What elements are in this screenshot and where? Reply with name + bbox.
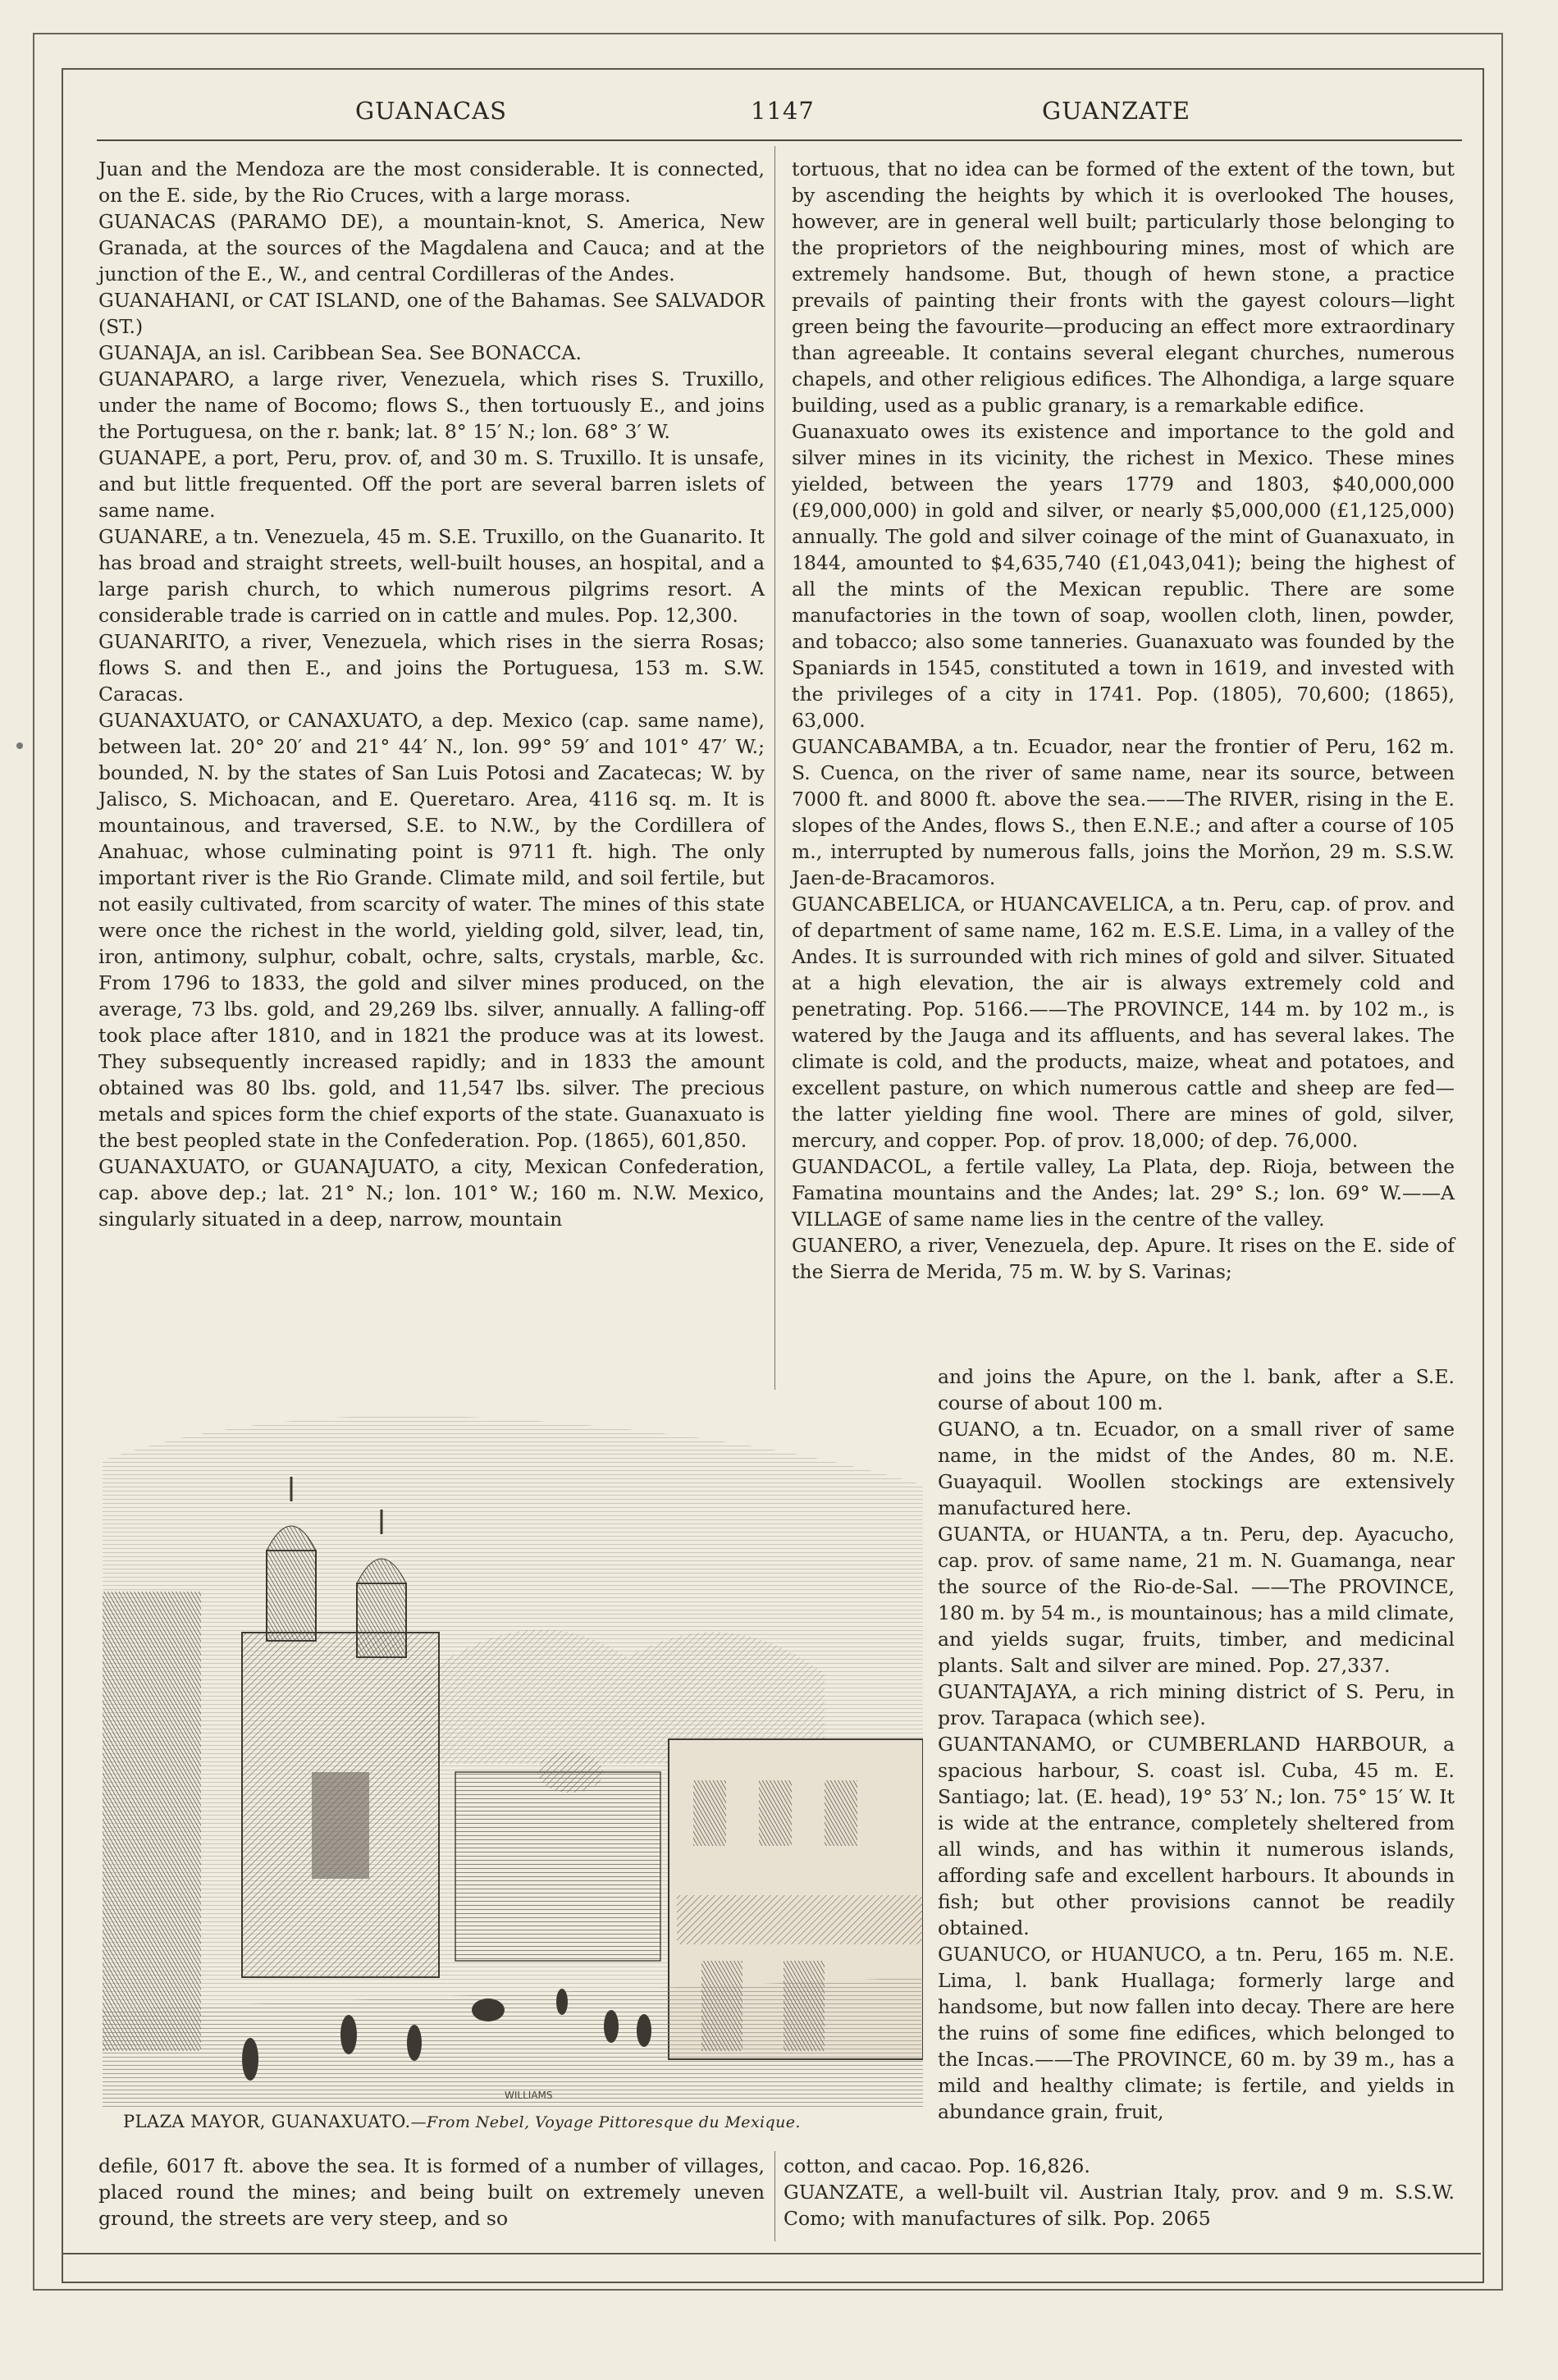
caption-source: —From Nebel, Voyage Pittoresque du Mexique. [410,2113,801,2131]
entry-paragraph: GUANAJA, an isl. Caribbean Sea. See BONACCA. [98,341,582,364]
left-column [98,156,765,1232]
column-divider-bottom [774,2151,775,2241]
entry-paragraph: GUANAHANI, or CAT ISLAND, one of the Bahamas. See SALVADOR (ST.) [98,289,765,338]
entry-paragraph: GUANZATE, a well-built vil. Austrian Italy, prov. and 9 m. S.S.W. Como; with manufactures of silk. Pop. 2065 [784,2181,1455,2230]
entry-paragraph: cotton, and cacao. Pop. 16,826. [784,2154,1090,2177]
entry-paragraph: GUANTAJAYA, a rich mining district of S. Peru, in prov. Tarapaca (which see). [938,1680,1455,1729]
entry-paragraph: GUANAPARO, a large river, Venezuela, which rises S. Truxillo, under the name of Bocomo; flows S., then tortuously E., and joins the Portuguesa, on the r. bank; lat. 8° 15′ N.; lon. 68° 3′ W. [98,368,765,443]
engraver-signature: WILLIAMS [505,2090,553,2101]
entry-paragraph: GUANAXUATO, or CANAXUATO, a dep. Mexico (cap. same name), between lat. 20° 20′ and 21° 44′ N., lon. 99° 59′ and 101° 47′ W.; bounded, N. by the states of San Luis Potosi and Zacatecas; W. by Jalisco, S. Michoacan, and E. Queretaro. Area, 4116 sq. m. It is mountainous, and traversed, S.E. to N.W., by the Cordillera of Anahuac, whose culminating point is 9711 ft. high. The only important river is the Rio Grande. Climate mild, and soil fertile, but not easily cultivated, from scarcity of water. The mines of this state were once the richest in the world, yielding gold, silver, lead, tin, iron, antimony, sulphur, cobalt, ochre, salts, crystals, marble, &c. From 1796 to 1833, the gold and silver mines produced, on the average, 73 lbs. gold, and 29,269 lbs. silver, annually. A falling-off took place after 1810, and in 1821 the produce was at its lowest. They subsequently increased rapidly; and in 1833 the amount obtained was 80 lbs. gold, and 11,547 lbs. silver. The precious metals and spices form the chief exports of the state. Guanaxuato is the best peopled state in the Confederation. Pop. (1865), 601,850. [98,709,765,1152]
header-right-word: GUANZATE [1042,97,1191,125]
figure-caption [123,2112,911,2131]
entry-paragraph: GUANO, a tn. Ecuador, on a small river of same name, in the midst of the Andes, 80 m. N.E. Guayaquil. Woollen stockings are extensively manufactured here. [938,1418,1455,1519]
entry-paragraph: GUANTA, or HUANTA, a tn. Peru, dep. Ayacucho, cap. prov. of same name, 21 m. N. Guamanga, near the source of the Rio-de-Sal. ——The PROVINCE, 180 m. by 54 m., is mountainous; has a mild climate, and yields sugar, fruits, timber, and medicinal plants. Salt and silver are mined. Pop. 27,337. [938,1523,1455,1677]
entry-paragraph: defile, 6017 ft. above the sea. It is formed of a number of villages, placed round the mines; and being built on extremely uneven ground, the streets are very steep, and so [98,2154,765,2230]
entry-paragraph: GUANTANAMO, or CUMBERLAND HARBOUR, a spacious harbour, S. coast isl. Cuba, 45 m. E. Santiago; lat. (E. head), 19° 53′ N.; lon. 75° 15′ W. It is wide at the entrance, completely sheltered from all winds, and has within it numerous islands, affording safe and excellent harbours. It abounds in fish; but other provisions cannot be readily obtained. [938,1733,1455,1939]
entry-paragraph: tortuous, that no idea can be formed of the extent of the town, but by ascending the heights by which it is overlooked The houses, however, are in general well built; particularly those belonging to the proprietors of the neighbouring mines, most of which are extremely handsome. But, though of hewn stone, a practice prevails of painting their fronts with the gayest colours—light green being the favourite—producing an effect more extraordinary than agreeable. It contains several elegant churches, numerous chapels, and other religious edifices. The Alhondiga, a large square building, used as a public granary, is a remarkable edifice. [792,158,1455,417]
entry-paragraph: and joins the Apure, on the l. bank, after a S.E. course of about 100 m. [938,1365,1455,1414]
entry-paragraph: GUANDACOL, a fertile valley, La Plata, dep. Rioja, between the Famatina mountains and the Andes; lat. 29° S.; lon. 69° W.——A VILLAGE of same name lies in the centre of the valley. [792,1155,1455,1231]
entry-paragraph: GUANAXUATO, or GUANAJUATO, a city, Mexican Confederation, cap. above dep.; lat. 21° N.; lon. 101° W.; 160 m. N.W. Mexico, singularly situated in a deep, narrow, mountain [98,1155,765,1231]
entry-paragraph: GUANERO, a river, Venezuela, dep. Apure. It rises on the E. side of the Sierra de Merida, 75 m. W. by S. Varinas; [792,1234,1455,1283]
running-header [62,97,1481,138]
entry-paragraph: GUANACAS (PARAMO DE), a mountain-knot, S. America, New Granada, at the sources of the Magdalena and Cauca; and at the junction of the E., W., and central Cordilleras of the Andes. [98,210,765,286]
header-left-word: GUANACAS [355,97,507,125]
caption-title: PLAZA MAYOR, GUANAXUATO. [123,2112,411,2131]
entry-paragraph: GUANUCO, or HUANUCO, a tn. Peru, 165 m. N.E. Lima, l. bank Huallaga; formerly large and handsome, but now fallen into decay. There are here the ruins of some fine edifices, which belonged to the Incas.——The PROVINCE, 60 m. by 39 m., has a mild and healthy climate; is fertile, and yields in abundance grain, fruit, [938,1943,1455,2123]
entry-paragraph: GUANARE, a tn. Venezuela, 45 m. S.E. Truxillo, on the Guanarito. It has broad and straight streets, well-built houses, an hospital, and a large parish church, to which numerous pilgrims resort. A considerable trade is carried on in cattle and mules. Pop. 12,300. [98,525,765,627]
entry-paragraph: GUANCABELICA, or HUANCAVELICA, a tn. Peru, cap. of prov. and of department of same name, 162 m. E.S.E. Lima, in a valley of the Andes. It is surrounded with rich mines of gold and silver. Situated at a high elevation, the air is always extremely cold and penetrating. Pop. 5166.——The PROVINCE, 144 m. by 102 m., is watered by the Jauga and its affluents, and has several lakes. The climate is cold, and the products, maize, wheat and potatoes, and excellent pasture, on which numerous cattle and sheep are fed—the latter yielding fine wool. There are mines of gold, silver, mercury, and copper. Pop. of prov. 18,000; of dep. 76,000. [792,893,1455,1152]
bottom-rule [62,2253,1481,2254]
margin-dot [16,742,23,749]
entry-paragraph: Juan and the Mendoza are the most considerable. It is connected, on the E. side, by the Rio Cruces, with a large morass. [98,158,765,207]
entry-paragraph: GUANARITO, a river, Venezuela, which rises in the sierra Rosas; flows S. and then E., and joins the Portuguesa, 153 m. S.W. Caracas. [98,630,765,706]
entry-paragraph: GUANCABAMBA, a tn. Ecuador, near the frontier of Peru, 162 m. S. Cuenca, on the river of same name, near its source, between 7000 ft. and 8000 ft. above the sea.——The RIVER, rising in the E. slopes of the Andes, flows S., then E.N.E.; and after a course of 105 m., interrupted by numerous falls, joins the Morňon, 29 m. S.S.W. Jaen-de-Bracamoros. [792,735,1455,889]
header-rule [97,139,1462,141]
page-number: 1147 [751,97,815,125]
entry-paragraph: Guanaxuato owes its existence and importance to the gold and silver mines in its vicinity, the richest in Mexico. These mines yielded, between the years 1779 and 1803, $40,000,000 (£9,000,000) in gold and silver, or nearly $5,000,000 (£1,125,000) annually. The gold and silver coinage of the mint of Guanaxuato, in 1844, amounted to $4,635,740 (£1,043,041); being the highest of all the mints of the Mexican republic. There are some manufactories in the town of soap, woollen cloth, linen, powder, and tobacco; also some tanneries. Guanaxuato was founded by the Spaniards in 1545, constituted a town in 1619, and invested with the privileges of a city in 1741. Pop. (1805), 70,600; (1865), 63,000. [792,420,1455,732]
left-bottom-text [98,2153,765,2232]
column-divider [774,146,775,1390]
right-column [792,156,1455,1285]
right-narrow-column [938,1364,1455,2125]
right-bottom-text [784,2153,1455,2232]
entry-paragraph: GUANAPE, a port, Peru, prov. of, and 30 m. S. Truxillo. It is unsafe, and but little frequented. Off the port are several barren islets of same name. [98,446,765,522]
plaza-mayor-engraving [103,1386,923,2108]
